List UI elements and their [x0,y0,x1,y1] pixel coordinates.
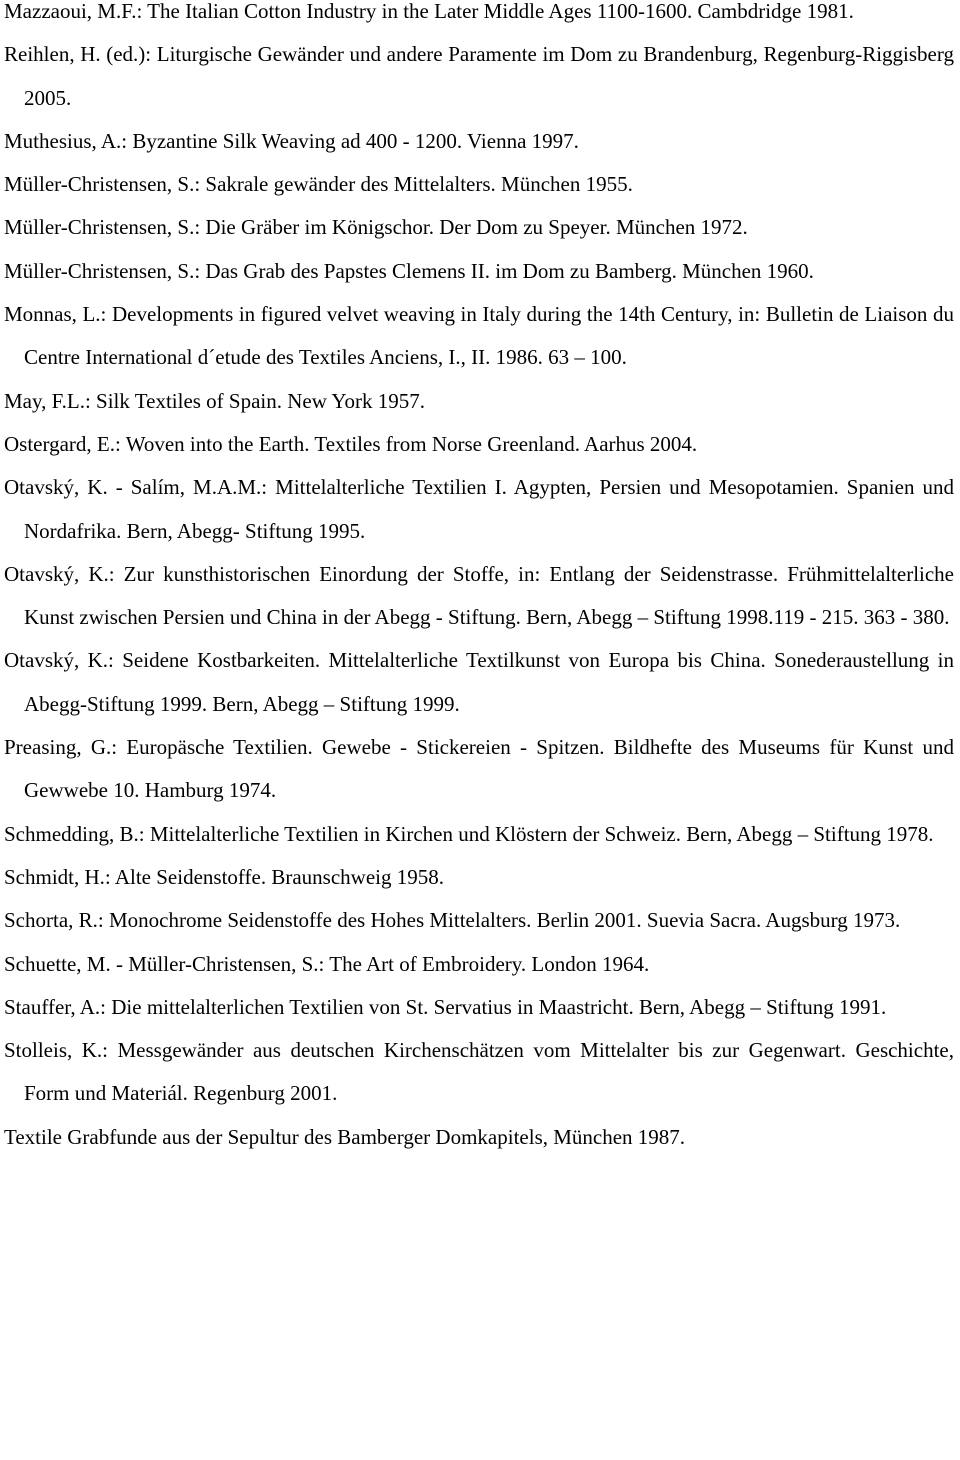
bibliography-entry: Ostergard, E.: Woven into the Earth. Textiles from Norse Greenland. Aarhus 2004. [4,431,698,456]
bibliography-entry: Schorta, R.: Monochrome Seidenstoffe des Hohes Mittelalters. Berlin 2001. Suevia Sacra. Augsburg 1973. [4,908,901,933]
bibliography-entry: Muthesius, A.: Byzantine Silk Weaving ad 400 - 1200. Vienna 1997. [4,128,579,153]
bibliography-entry: Schmidt, H.: Alte Seidenstoffe. Braunschweig 1958. [4,864,444,889]
bibliography-entry: Otavský, K.: Zur kunsthistorischen Einordung der Stoffe, in: Entlang der Seidenstrasse. Frühmittelalterliche Kunst zwischen Persien und China in der Abegg - Stiftung. Bern, Abegg – Stiftung 1998.119 - 215. 363 - 380. [4,561,954,630]
bibliography-entry: Stolleis, K.: Messgewänder aus deutschen Kirchenschätzen vom Mittelalter bis zur Gegenwart. Geschichte, Form und Materiál. Regenburg 2001. [4,1038,954,1106]
bibliography-entry: Müller-Christensen, S.: Das Grab des Papstes Clemens II. im Dom zu Bamberg. München 1960. [4,258,814,283]
bibliography-entry: Monnas, L.: Developments in figured velvet weaving in Italy during the 14th Century, in: Bulletin de Liaison du Centre International d´etude des Textiles Anciens, I., II. 1986. 63 – 100. [4,302,954,370]
bibliography-entry: Reihlen, H. (ed.): Liturgische Gewänder und andere Paramente im Dom zu Brandenburg, Regenburg-Riggisberg 2005. [4,42,954,110]
bibliography-entry: Müller-Christensen, S.: Die Gräber im Königschor. Der Dom zu Speyer. München 1972. [4,215,748,240]
bibliography-entry: Otavský, K. - Salím, M.A.M.: Mittelalterliche Textilien I. Agypten, Persien und Mesopotamien. Spanien und Nordafrika. Bern, Abegg- Stiftung 1995. [4,475,954,543]
bibliography-entry: May, F.L.: Silk Textiles of Spain. New York 1957. [4,388,425,413]
bibliography-entry: Textile Grabfunde aus der Sepultur des Bamberger Domkapitels, München 1987. [4,1124,686,1149]
bibliography-entry: Müller-Christensen, S.: Sakrale gewänder des Mittelalters. München 1955. [4,172,633,197]
bibliography-entry: Schmedding, B.: Mittelalterliche Textilien in Kirchen und Klöstern der Schweiz. Bern, Abegg – Stiftung 1978. [4,821,934,846]
bibliography-entry: Schuette, M. - Müller-Christensen, S.: The Art of Embroidery. London 1964. [4,951,650,976]
bibliography-entry: Otavský, K.: Seidene Kostbarkeiten. Mittelalterliche Textilkunst von Europa bis China. Sonederaustellung in Abegg-Stiftung 1999. Bern, Abegg – Stiftung 1999. [4,648,954,716]
bibliography-entry: Stauffer, A.: Die mittelalterlichen Textilien von St. Servatius in Maastricht. Bern, Abegg – Stiftung 1991. [4,994,887,1019]
bibliography-entry: Preasing, G.: Europäsche Textilien. Gewebe - Stickereien - Spitzen. Bildhefte des Museums für Kunst und Gewwebe 10. Hamburg 1974. [4,735,954,803]
bibliography-entry: Mazzaoui, M.F.: The Italian Cotton Industry in the Later Middle Ages 1100-1600. Cambdridge 1981. [4,0,854,23]
